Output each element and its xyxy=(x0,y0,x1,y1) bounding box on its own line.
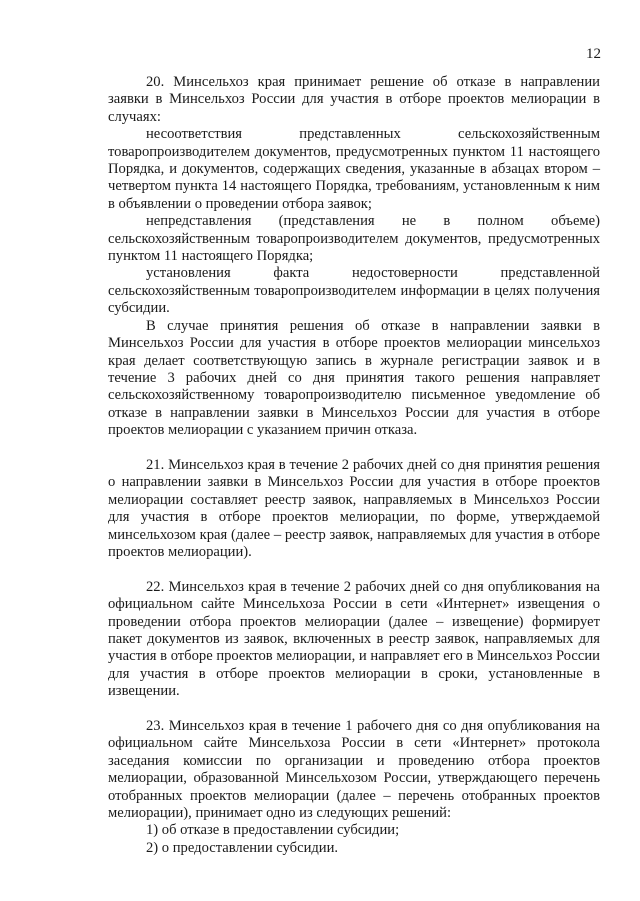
paragraph-20-case-2: непредставления (представления не в полном объеме) сельскохозяйственным товаропроизводителем документов, предусмотренных пунктом 11 настоящего Порядка; xyxy=(108,213,600,265)
page-number: 12 xyxy=(586,46,601,62)
document-body xyxy=(108,74,600,857)
paragraph-22: 22. Минсельхоз края в течение 2 рабочих дней со дня опубликования на официальном сайте Минсельхоза России в сети «Интернет» извещения о проведении отбора проектов мелиорации (далее – извещение) формирует пакет документов из заявок, включенных в реестр заявок, направляемых для участия в отборе проектов мелиорации, и направляет его в Минсельхоз России для участия в отборе проектов мелиорации в сроки, установленные в извещении. xyxy=(108,578,600,700)
paragraph-20-refusal: В случае принятия решения об отказе в направлении заявки в Минсельхоз России для участия в отборе проектов мелиорации минсельхоз края делает соответствующую запись в журнале регистрации заявок и в течение 3 рабочих дней со дня принятия такого решения направляет сельскохозяйственному товаропроизводителю письменное уведомление об отказе в направлении заявки в Минсельхоз России для участия в отборе проектов мелиорации с указанием причин отказа. xyxy=(108,317,600,439)
paragraph-20: 20. Минсельхоз края принимает решение об отказе в направлении заявки в Минсельхоз России для участия в отборе проектов мелиорации в случаях: xyxy=(108,74,600,125)
paragraph-20-case-3: установления факта недостоверности представленной сельскохозяйственным товаропроизводителем информации в целях получения субсидии. xyxy=(108,265,600,317)
paragraph-20-case-1: несоответствия представленных сельскохозяйственным товаропроизводителем документов, предусмотренных пунктом 11 настоящего Порядка, и документов, содержащих сведения, указанные в абзацах втором – четвертом пункта 14 настоящего Порядка, требованиям, установленным к ним в объявлении о проведении отбора заявок; xyxy=(108,126,600,212)
paragraph-21: 21. Минсельхоз края в течение 2 рабочих дней со дня принятия решения о направлении заявки в Минсельхоз России для участия в отборе проектов мелиорации составляет реестр заявок, направляемых в Минсельхоз России для участия в отборе проектов мелиорации, по форме, утверждаемой минсельхозом края (далее – реестр заявок, направляемых для участия в отборе проектов мелиорации). xyxy=(108,456,600,560)
paragraph-23: 23. Минсельхоз края в течение 1 рабочего дня со дня опубликования на официальном сайте Минсельхоза России в сети «Интернет» протокола заседания комиссии по организации и проведению отбора проектов мелиорации, образованной Минсельхозом России, утверждающего перечень отобранных проектов мелиорации (далее – перечень отобранных проектов мелиорации), принимает одно из следующих решений: xyxy=(108,717,600,822)
paragraph-23-option-1: 1) об отказе в предоставлении субсидии; xyxy=(146,822,400,839)
paragraph-23-option-2: 2) о предоставлении субсидии. xyxy=(146,839,339,856)
